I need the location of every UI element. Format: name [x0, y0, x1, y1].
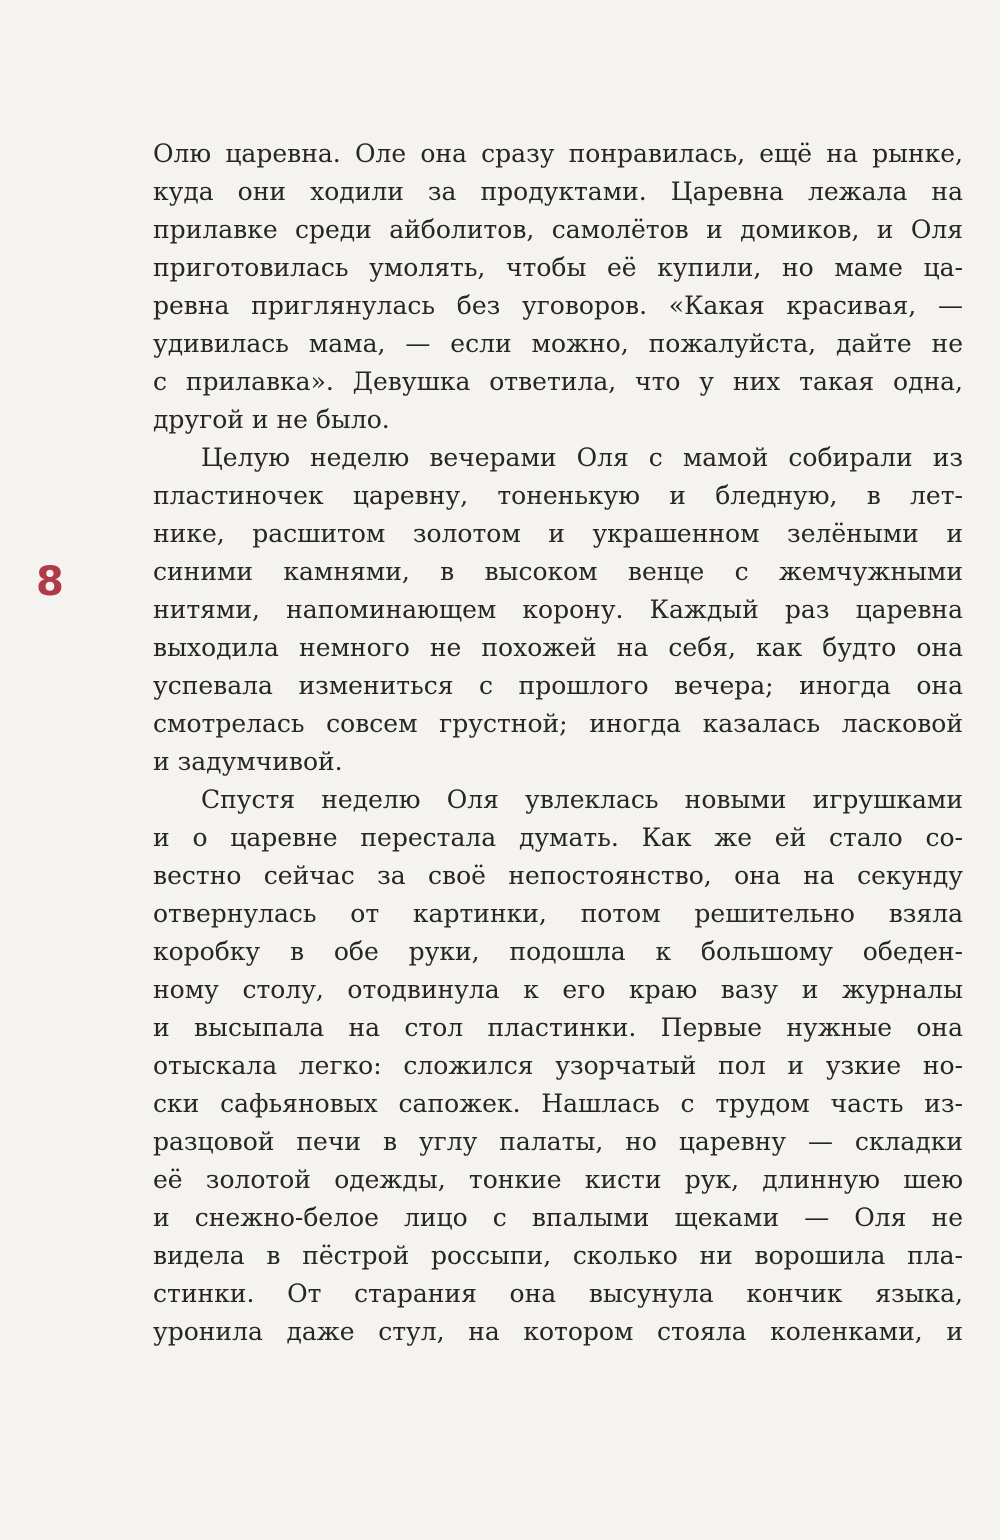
text-line: разцовой печи в углу палаты, но царевну — складки	[153, 1127, 963, 1156]
text-line: нитями, напоминающем корону. Каждый раз царевна	[153, 595, 963, 624]
page-number: 8	[36, 559, 64, 605]
text-line: Олю царевна. Оле она сразу понравилась, ещё на рынке,	[153, 139, 963, 168]
text-line: коробку в обе руки, подошла к большому обеден-	[153, 937, 963, 966]
text-line: ски сафьяновых сапожек. Нашлась с трудом часть из-	[153, 1089, 963, 1118]
text-line: отыскала легко: сложился узорчатый пол и узкие но-	[153, 1051, 963, 1080]
text-line: видела в пёстрой россыпи, сколько ни ворошила пла-	[153, 1241, 963, 1270]
paragraph-start-line: Целую неделю вечерами Оля с мамой собирали из	[201, 443, 963, 472]
text-line: уронила даже стул, на котором стояла коленками, и	[153, 1317, 963, 1346]
text-line: отвернулась от картинки, потом решительно взяла	[153, 899, 963, 928]
text-line: ному столу, отодвинула к его краю вазу и журналы	[153, 975, 963, 1004]
text-line: нике, расшитом золотом и украшенном зелёными и	[153, 519, 963, 548]
text-line: синими камнями, в высоком венце с жемчужными	[153, 557, 963, 586]
text-line: удивилась мама, — если можно, пожалуйста, дайте не	[153, 329, 963, 358]
paragraph-start-line: Спустя неделю Оля увлеклась новыми игрушками	[201, 785, 963, 814]
text-line: смотрелась совсем грустной; иногда казалась ласковой	[153, 709, 963, 738]
text-line: и задумчивой.	[153, 747, 343, 776]
text-line: и снежно-белое лицо с впалыми щеками — Оля не	[153, 1203, 963, 1232]
text-line: вестно сейчас за своё непостоянство, она на секунду	[153, 861, 963, 890]
text-line: успевала измениться с прошлого вечера; иногда она	[153, 671, 963, 700]
text-line: её золотой одежды, тонкие кисти рук, длинную шею	[153, 1165, 963, 1194]
text-line: выходила немного не похожей на себя, как будто она	[153, 633, 963, 662]
text-line: прилавке среди айболитов, самолётов и домиков, и Оля	[153, 215, 963, 244]
text-line: стинки. От старания она высунула кончик языка,	[153, 1279, 963, 1308]
text-line: куда они ходили за продуктами. Царевна лежала на	[153, 177, 963, 206]
text-line: с прилавка». Девушка ответила, что у них такая одна,	[153, 367, 963, 396]
text-line: приготовилась умолять, чтобы её купили, но маме ца-	[153, 253, 963, 282]
text-line: пластиночек царевну, тоненькую и бледную, в лет-	[153, 481, 963, 510]
body-text	[153, 135, 963, 1351]
text-line: другой и не было.	[153, 405, 390, 434]
text-line: ревна приглянулась без уговоров. «Какая красивая, —	[153, 291, 963, 320]
text-line: и высыпала на стол пластинки. Первые нужные она	[153, 1013, 963, 1042]
text-line: и о царевне перестала думать. Как же ей стало со-	[153, 823, 963, 852]
